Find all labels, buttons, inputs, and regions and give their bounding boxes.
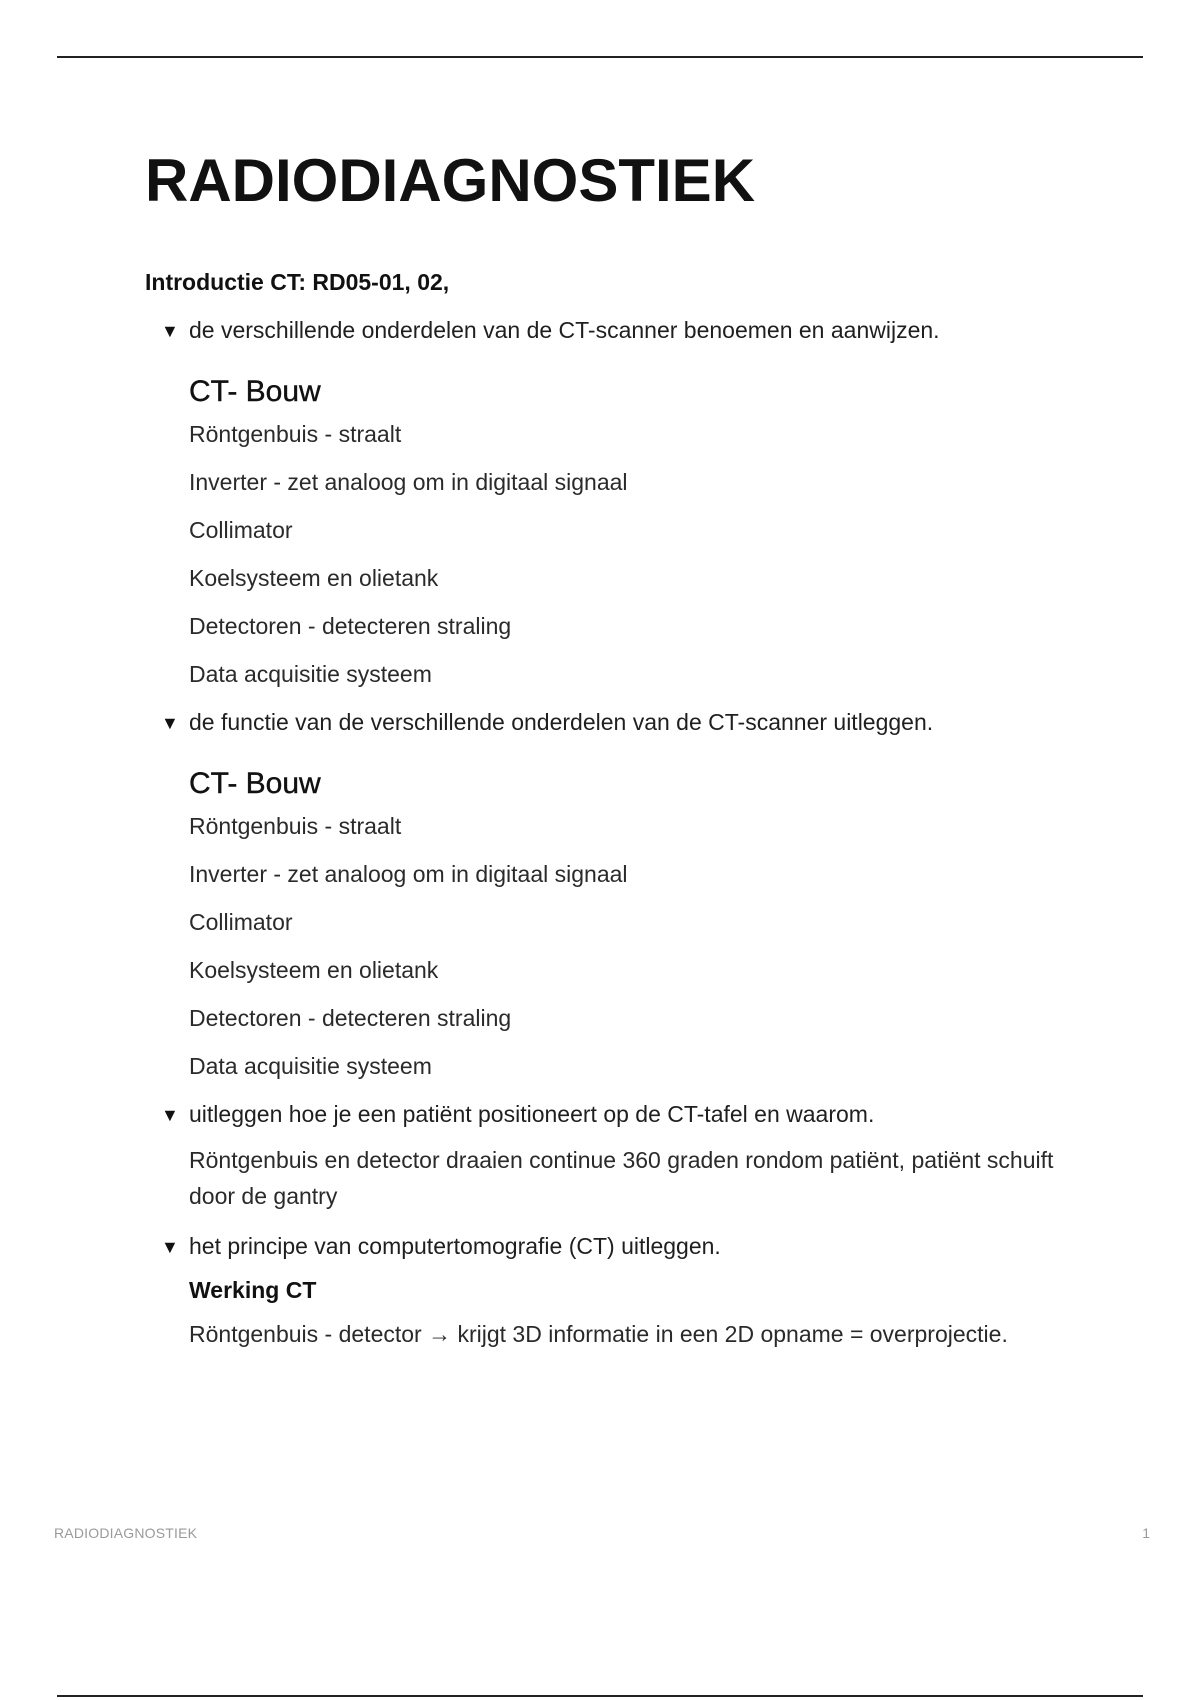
toggle-header[interactable] bbox=[145, 706, 1105, 740]
toggle-arrow-icon[interactable]: ▼ bbox=[161, 321, 179, 341]
intro-line: Introductie CT: RD05-01, 02, bbox=[145, 269, 450, 295]
page-title: RADIODIAGNOSTIEK bbox=[145, 147, 756, 214]
list-item: Inverter - zet analoog om in digitaal signaal bbox=[189, 469, 628, 495]
toggle-label: het principe van computertomografie (CT) uitleggen. bbox=[189, 1233, 721, 1259]
section-heading: CT- Bouw bbox=[189, 375, 321, 408]
section-heading: CT- Bouw bbox=[189, 767, 321, 800]
toggle-block bbox=[145, 706, 1105, 1082]
toggle-arrow-icon[interactable]: ▼ bbox=[161, 713, 179, 733]
footer-title: RADIODIAGNOSTIEK bbox=[54, 1525, 198, 1541]
list-item: Inverter - zet analoog om in digitaal signaal bbox=[189, 861, 628, 887]
toggle-label: uitleggen hoe je een patiënt positioneert op de CT-tafel en waarom. bbox=[189, 1101, 875, 1127]
paragraph: Röntgenbuis en detector draaien continue 360 graden rondom patiënt, patiënt schuift door de gantry bbox=[189, 1147, 1054, 1209]
list-item: Detectoren - detecteren straling bbox=[189, 613, 512, 639]
top-rule bbox=[57, 56, 1143, 58]
bold-heading: Werking CT bbox=[189, 1277, 317, 1303]
bottom-rule bbox=[57, 1695, 1143, 1697]
list-item: Collimator bbox=[189, 517, 293, 543]
toggle-label: de verschillende onderdelen van de CT-scanner benoemen en aanwijzen. bbox=[189, 317, 940, 343]
toggle-block bbox=[145, 1230, 1105, 1352]
toggle-body bbox=[189, 1142, 1105, 1214]
toggle-body bbox=[189, 764, 1105, 1082]
toggle-block bbox=[145, 314, 1105, 690]
list-item: Data acquisitie systeem bbox=[189, 661, 432, 687]
toggle-body bbox=[189, 1274, 1105, 1352]
list-item: Detectoren - detecteren straling bbox=[189, 1005, 512, 1031]
toggle-header[interactable] bbox=[145, 1098, 1105, 1132]
list-item: Koelsysteem en olietank bbox=[189, 957, 439, 983]
toggle-header[interactable] bbox=[145, 1230, 1105, 1264]
page-number: 1 bbox=[1142, 1525, 1150, 1541]
list-item: Röntgenbuis - straalt bbox=[189, 421, 402, 447]
list-item: Collimator bbox=[189, 909, 293, 935]
list-item: Röntgenbuis - straalt bbox=[189, 813, 402, 839]
document-body bbox=[145, 140, 1105, 1352]
toggle-body bbox=[189, 372, 1105, 690]
toggle-header[interactable] bbox=[145, 314, 1105, 348]
toggle-label: de functie van de verschillende onderdelen van de CT-scanner uitleggen. bbox=[189, 709, 934, 735]
toggle-arrow-icon[interactable]: ▼ bbox=[161, 1105, 179, 1125]
list-item: Data acquisitie systeem bbox=[189, 1053, 432, 1079]
paragraph: Röntgenbuis - detector → krijgt 3D informatie in een 2D opname = overprojectie. bbox=[189, 1321, 1008, 1347]
list-item: Koelsysteem en olietank bbox=[189, 565, 439, 591]
toggle-block bbox=[145, 1098, 1105, 1214]
toggle-arrow-icon[interactable]: ▼ bbox=[161, 1237, 179, 1257]
